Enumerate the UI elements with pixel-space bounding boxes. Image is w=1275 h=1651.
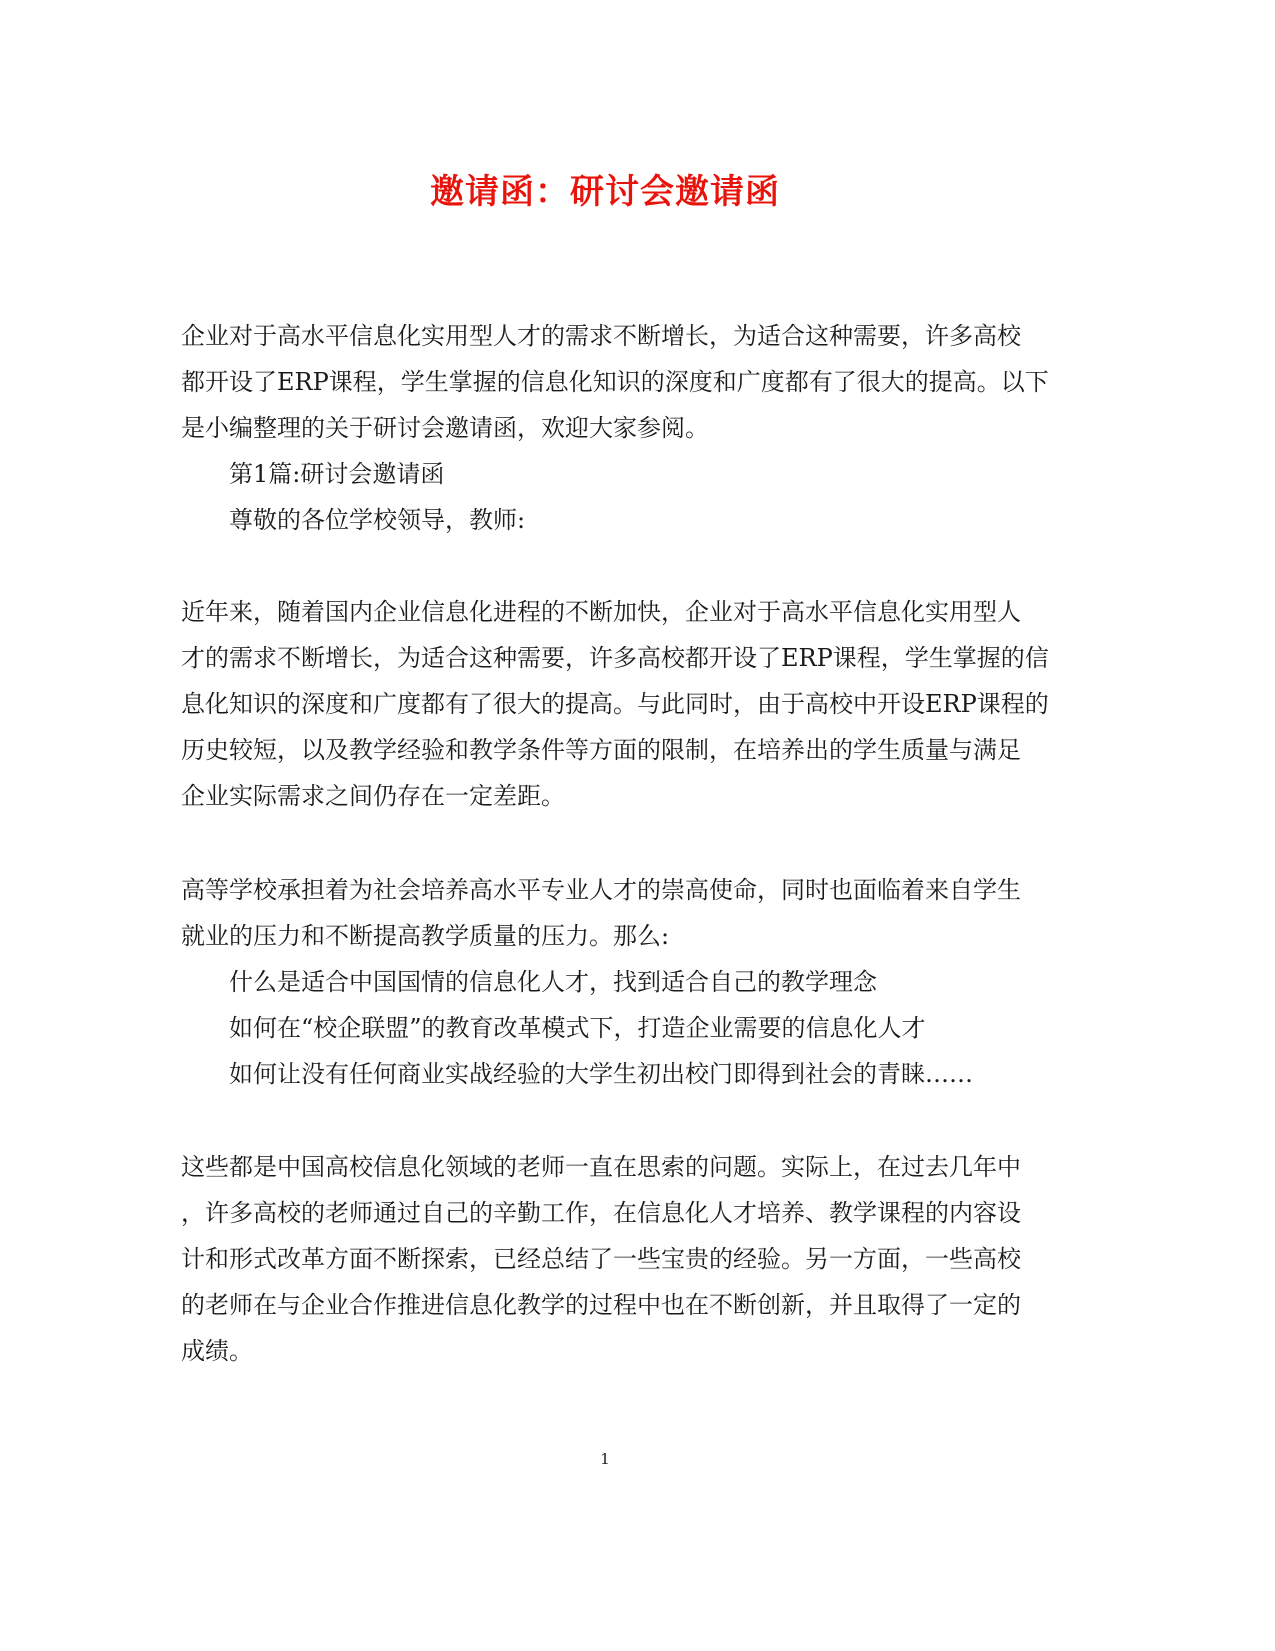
paragraph-line: 息化知识的深度和广度都有了很大的提高。与此同时，由于高校中开设ERP课程的 (181, 690, 1049, 718)
paragraph-line: 的老师在与企业合作推进信息化教学的过程中也在不断创新，并且取得了一定的 (181, 1291, 1021, 1319)
paragraph-line: 成绩。 (181, 1337, 253, 1365)
paragraph-line: 这些都是中国高校信息化领域的老师一直在思索的问题。实际上，在过去几年中 (181, 1153, 1021, 1181)
paragraph-line: 企业实际需求之间仍存在一定差距。 (181, 782, 565, 810)
salutation: 尊敬的各位学校领导，教师: (229, 506, 526, 534)
question-item: 什么是适合中国国情的信息化人才，找到适合自己的教学理念 (229, 968, 877, 996)
intro-paragraph (181, 313, 1049, 451)
paragraph-line: 历史较短，以及教学经验和教学条件等方面的限制，在培养出的学生质量与满足 (181, 736, 1021, 764)
paragraph-1 (181, 589, 1049, 819)
paragraph-line: 高等学校承担着为社会培养高水平专业人才的崇高使命，同时也面临着来自学生 (181, 876, 1021, 904)
paragraph-line: ，许多高校的老师通过自己的辛勤工作，在信息化人才培养、教学课程的内容设 (181, 1199, 1021, 1227)
question-item: 如何让没有任何商业实战经验的大学生初出校门即得到社会的青睐…… (229, 1060, 973, 1088)
question-item: 如何在“校企联盟”的教育改革模式下，打造企业需要的信息化人才 (229, 1014, 926, 1042)
chapter-heading-block (181, 451, 1041, 543)
intro-line: 都开设了ERP课程，学生掌握的信息化知识的深度和广度都有了很大的提高。以下 (181, 368, 1049, 396)
chapter-heading: 第1篇:研讨会邀请函 (229, 460, 445, 488)
page-number: 1 (600, 1450, 610, 1468)
paragraph-3 (181, 1144, 1041, 1374)
paragraph-line: 就业的压力和不断提高教学质量的压力。那么: (181, 922, 670, 950)
intro-line: 企业对于高水平信息化实用型人才的需求不断增长，为适合这种需要，许多高校 (181, 322, 1021, 350)
paragraph-2 (181, 867, 1041, 959)
paragraph-line: 近年来，随着国内企业信息化进程的不断加快，企业对于高水平信息化实用型人 (181, 598, 1021, 626)
paragraph-line: 计和形式改革方面不断探索，已经总结了一些宝贵的经验。另一方面，一些高校 (181, 1245, 1021, 1273)
paragraph-line: 才的需求不断增长，为适合这种需要，许多高校都开设了ERP课程，学生掌握的信 (181, 644, 1049, 672)
intro-line: 是小编整理的关于研讨会邀请函，欢迎大家参阅。 (181, 414, 709, 442)
document-title: 邀请函：研讨会邀请函 (430, 172, 780, 212)
questions-list (181, 959, 1041, 1097)
